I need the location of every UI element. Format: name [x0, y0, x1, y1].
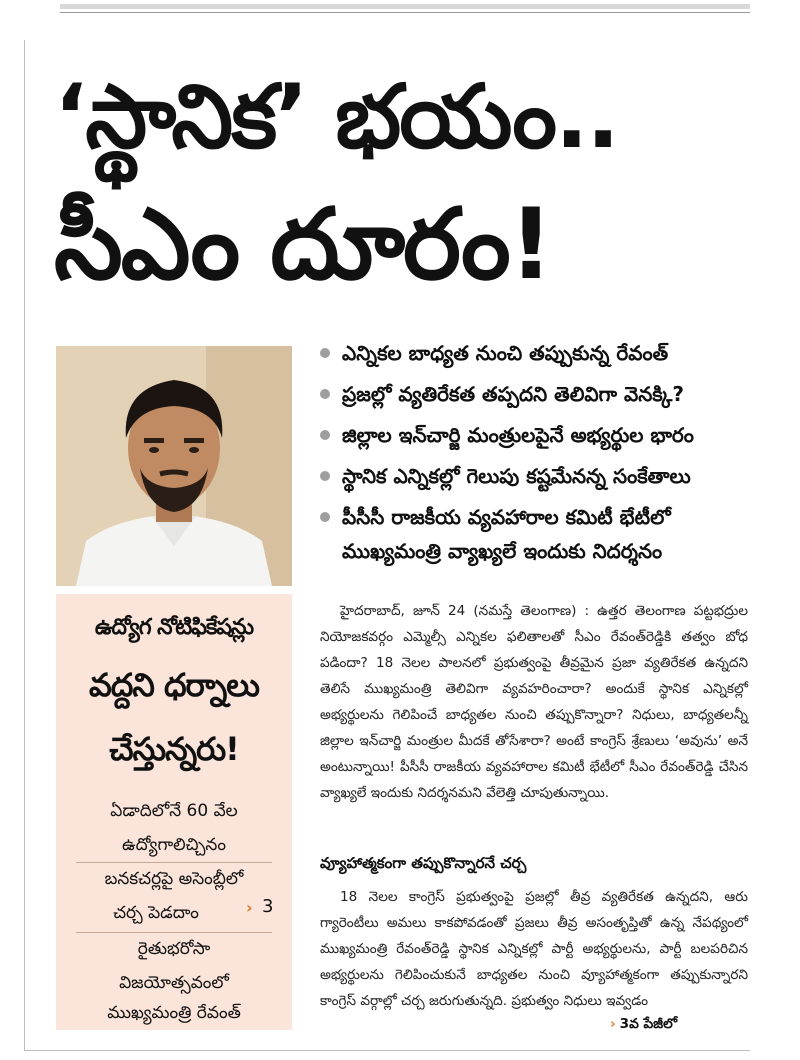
sidebar-quote-1-line-2: ఉద్యోగాలిచ్చినం — [122, 835, 226, 855]
chevron-right-icon: › — [246, 898, 253, 917]
article-paragraph-2: 18 నెలల కాంగ్రెస్ ప్రభుత్వంపై ప్రజల్లో తీవ్ర వ్యతిరేకత ఉన్నదని, ఆరు గ్యారెంటీలు అమలు కాకపోవడంతో ప్రజలు తీవ్ర అసంతృప్తితో ఉన్న నేపథ్యంలో ముఖ్యమంత్రి రేవంత్‌రెడ్డి స్థానిక ఎన్నికల్లో పార్టీ అభ్యర్థులను, పార్టీ బలపరిచిన అభ్యర్థులను గెలిపించుకునే బాధ్యతల నుంచి వ్యూహాత్మకంగా తప్పుకున్నారని కాంగ్రెస్ వర్గాల్లో చర్చ జరుగుతున్నది. ప్రభుత్వం నిధులు ఇవ్వడం — [320, 889, 748, 1009]
highlight-item: స్థానిక ఎన్నికల్లో గెలుపు కష్టమేనన్న సంకేతాలు — [318, 459, 748, 493]
person-portrait-icon — [56, 346, 292, 586]
highlight-item: ఎన్నికల బాధ్యత నుంచి తప్పుకున్న రేవంత్ — [318, 336, 748, 370]
headline-line-1: ‘స్థానిక’ భయం.. — [54, 65, 618, 168]
top-rule-thin — [60, 12, 750, 13]
article-subhead: వ్యూహాత్మకంగా తప్పుకొన్నారనే చర్చ — [320, 854, 527, 872]
article-paragraph-1: హైదరాబాద్, జూన్ 24 (నమస్తే తెలంగాణ) : ఉత్తర తెలంగాణ పట్టభద్రుల నియోజకవర్గం ఎమ్మెల్సీ ఎన్నికల ఫలితాలతో సీఎం రేవంత్‌రెడ్డికి తత్వం బోధ పడిందా? 18 నెలల పాలనలో ప్రభుత్వంపై తీవ్రమైన ప్రజా వ్యతిరేకత ఉన్నదని తెలిసే ముఖ్యమంత్రి తెలివిగా వ్యవహరించారా? అందుకే స్థానిక ఎన్నికల్లో అభ్యర్థులను గెలిపించే బాధ్యతల నుంచి తప్పుకొన్నారా? నిధులు, బాధ్యతలన్నీ జిల్లాల ఇన్‌చార్జి మంత్రుల మీదకే తోసేశారా? అంటే కాంగ్రెస్ శ్రేణులు ‘అవును’ అనే అంటున్నాయి! పీసీసీ రాజకీయ వ్యవహారాల కమిటీ భేటీలో సీఎం రేవంత్‌రెడ్డి చేసిన వ్యాఖ్యలే ఇందుకు నిదర్శనమని వేలెత్తి చూపుతున్నాయి. — [320, 603, 748, 801]
highlight-item: ప్రజల్లో వ్యతిరేకత తప్పదని తెలివిగా వెనక్కి? — [318, 377, 748, 411]
sidebar-quote-2-line-1: బనకచర్లపై అసెంబ్లీలో — [104, 869, 244, 889]
bullet-icon — [320, 348, 330, 358]
sidebar-quote-3-line-1: రైతుభరోసా — [137, 939, 211, 959]
sidebar-title-2: వద్దని ధర్నాలు — [89, 666, 259, 704]
continued-on-page-link[interactable]: › 3వ పేజీలో — [610, 1016, 678, 1032]
highlight-item: పీసీసీ రాజకీయ వ్యవహారాల కమిటీ భేటీలో ముఖ్యమంత్రి వ్యాఖ్యలే ఇందుకు నిదర్శనం — [318, 500, 748, 568]
highlights-list — [318, 336, 748, 575]
column-rule — [24, 40, 25, 1050]
sidebar-title-3: చేస్తున్నరు! — [109, 730, 239, 768]
sidebar-quote-3-line-3: ముఖ్యమంత్రి రేవంత్ — [107, 1003, 241, 1023]
chevron-right-icon: › — [610, 1016, 616, 1032]
bullet-icon — [320, 430, 330, 440]
person-portrait-photo — [56, 346, 292, 586]
headline-line-2: సీఎం దూరం! — [54, 188, 552, 302]
sidebar-quote-1-line-1: ఏడాదిలోనే 60 వేల — [110, 801, 238, 821]
page-ref: 3 — [262, 896, 274, 917]
bullet-icon — [320, 389, 330, 399]
top-rule — [60, 4, 750, 9]
quote-sidebar — [56, 594, 292, 1030]
bottom-rule — [24, 1050, 750, 1051]
bullet-icon — [320, 471, 330, 481]
sidebar-quote-3-line-2: విజయోత్సవంలో — [119, 973, 229, 993]
highlight-item: జిల్లాల ఇన్‌చార్జి మంత్రులపైనే అభ్యర్థుల భారం — [318, 418, 748, 452]
bullet-icon — [320, 512, 330, 522]
sidebar-quote-2-line-2: చర్చ పెడదాం — [113, 903, 199, 923]
sidebar-title-1: ఉద్యోగ నోటిఫికేషన్లు — [94, 615, 254, 640]
